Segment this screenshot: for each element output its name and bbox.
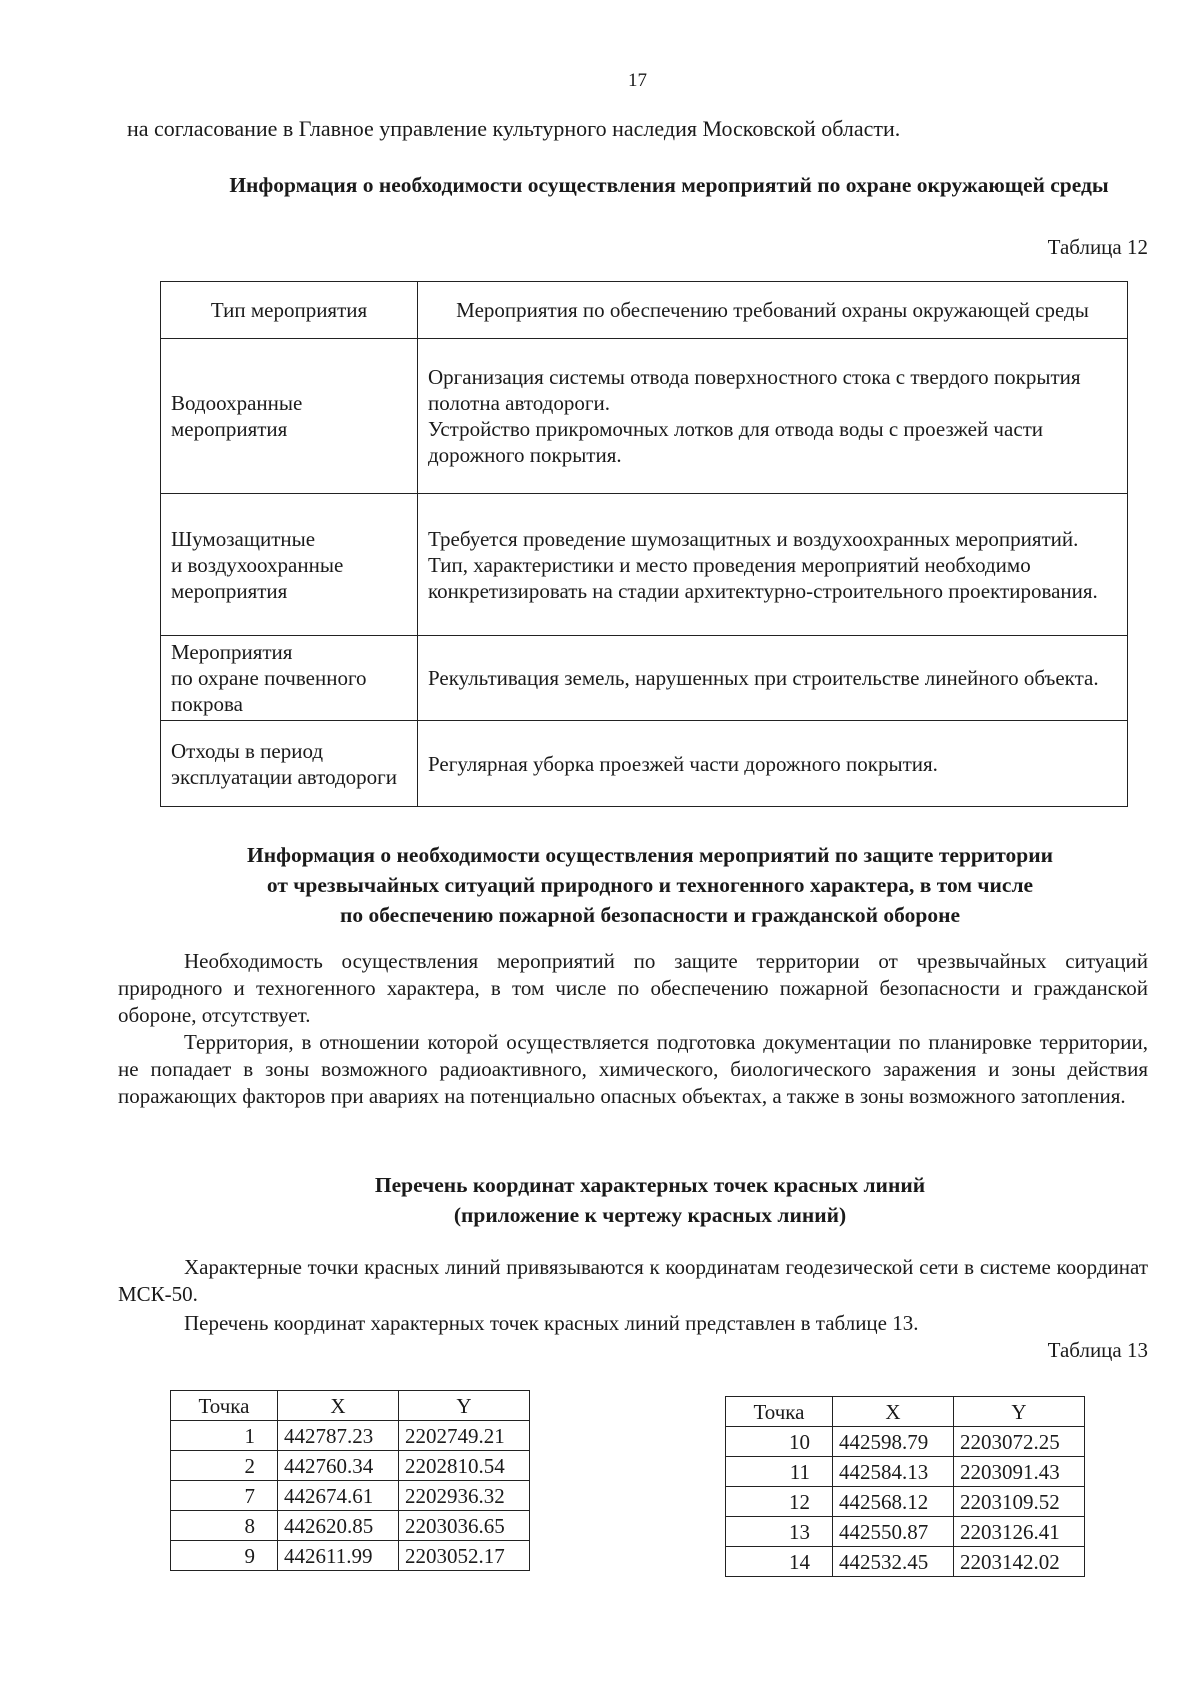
table-13-left <box>170 1390 530 1571</box>
header-point: Точка <box>171 1391 278 1421</box>
table12-header-row <box>161 282 1128 339</box>
x-cell: 442760.34 <box>278 1451 399 1481</box>
y-cell: 2203072.25 <box>954 1427 1085 1457</box>
table12-header-measures: Мероприятия по обеспечению требований охраны окружающей среды <box>418 282 1128 339</box>
page-number: 17 <box>628 70 647 91</box>
header-y: Y <box>399 1391 530 1421</box>
table12-measures-cell: Требуется проведение шумозащитных и воздухоохранных мероприятий. Тип, характеристики и место проведения мероприятий необходимо конкретизировать на стадии архитектурно-строительного проектирования. <box>418 494 1128 636</box>
point-cell: 11 <box>726 1457 833 1487</box>
x-cell: 442787.23 <box>278 1421 399 1451</box>
table-12 <box>160 281 1128 807</box>
emergency-heading: Информация о необходимости осуществления мероприятий по защите территории от чрезвычайных ситуаций природного и техногенного характера, в том числе по обеспечению пожарной безопасности и гражданской обороне <box>246 843 1054 927</box>
table-row <box>726 1517 1085 1547</box>
table13-header-row <box>171 1391 530 1421</box>
table13-header-row <box>726 1397 1085 1427</box>
y-cell: 2202749.21 <box>399 1421 530 1451</box>
env-heading: Информация о необходимости осуществления мероприятий по охране окружающей среды <box>229 173 1109 197</box>
header-point: Точка <box>726 1397 833 1427</box>
point-cell: 8 <box>171 1511 278 1541</box>
y-cell: 2203126.41 <box>954 1517 1085 1547</box>
table12-measures-cell: Регулярная уборка проезжей части дорожного покрытия. <box>418 721 1128 807</box>
y-cell: 2202936.32 <box>399 1481 530 1511</box>
table12-measures-cell: Организация системы отвода поверхностного стока с твердого покрытия полотна автодороги. Устройство прикромочных лотков для отвода воды с проезжей части дорожного покрытия. <box>418 339 1128 494</box>
x-cell: 442550.87 <box>833 1517 954 1547</box>
y-cell: 2203036.65 <box>399 1511 530 1541</box>
table-row <box>726 1427 1085 1457</box>
emergency-paragraph-1: Необходимость осуществления мероприятий по защите территории от чрезвычайных ситуаций природного и техногенного характера, в том числе по обеспечению пожарной безопасности и гражданской обороне, отсутствует. <box>118 949 1148 1027</box>
header-y: Y <box>954 1397 1085 1427</box>
table12-measures-cell: Рекультивация земель, нарушенных при строительстве линейного объекта. <box>418 636 1128 721</box>
table-row <box>171 1451 530 1481</box>
coords-paragraph-1: Характерные точки красных линий привязываются к координатам геодезической сети в системе координат МСК-50. <box>118 1255 1148 1306</box>
table12-caption: Таблица 12 <box>1047 235 1148 259</box>
table12-type-cell: Водоохранные мероприятия <box>161 339 418 494</box>
x-cell: 442568.12 <box>833 1487 954 1517</box>
x-cell: 442620.85 <box>278 1511 399 1541</box>
x-cell: 442598.79 <box>833 1427 954 1457</box>
table12-type-cell: Отходы в период эксплуатации автодороги <box>161 721 418 807</box>
x-cell: 442532.45 <box>833 1547 954 1577</box>
point-cell: 9 <box>171 1541 278 1571</box>
y-cell: 2203109.52 <box>954 1487 1085 1517</box>
table-row <box>726 1457 1085 1487</box>
table12-type-cell: Мероприятия по охране почвенного покрова <box>161 636 418 721</box>
x-cell: 442611.99 <box>278 1541 399 1571</box>
y-cell: 2203091.43 <box>954 1457 1085 1487</box>
table-row <box>726 1487 1085 1517</box>
table-row <box>161 721 1128 807</box>
table-row <box>171 1481 530 1511</box>
table-13-right <box>725 1396 1085 1577</box>
point-cell: 2 <box>171 1451 278 1481</box>
table13-caption: Таблица 13 <box>1047 1338 1148 1362</box>
table-row <box>171 1421 530 1451</box>
table-row <box>171 1541 530 1571</box>
table-row <box>726 1547 1085 1577</box>
table12-header-type: Тип мероприятия <box>161 282 418 339</box>
point-cell: 14 <box>726 1547 833 1577</box>
table-row <box>161 494 1128 636</box>
point-cell: 10 <box>726 1427 833 1457</box>
y-cell: 2203142.02 <box>954 1547 1085 1577</box>
table-row <box>161 339 1128 494</box>
header-x: X <box>833 1397 954 1427</box>
point-cell: 13 <box>726 1517 833 1547</box>
y-cell: 2202810.54 <box>399 1451 530 1481</box>
point-cell: 7 <box>171 1481 278 1511</box>
header-x: X <box>278 1391 399 1421</box>
intro-line: на согласование в Главное управление культурного наследия Московской области. <box>127 116 901 141</box>
table-row <box>161 636 1128 721</box>
y-cell: 2203052.17 <box>399 1541 530 1571</box>
point-cell: 1 <box>171 1421 278 1451</box>
table12-type-cell: Шумозащитные и воздухоохранные мероприятия <box>161 494 418 636</box>
table-row <box>171 1511 530 1541</box>
x-cell: 442584.13 <box>833 1457 954 1487</box>
coords-paragraph-2: Перечень координат характерных точек красных линий представлен в таблице 13. <box>184 1311 919 1335</box>
point-cell: 12 <box>726 1487 833 1517</box>
x-cell: 442674.61 <box>278 1481 399 1511</box>
emergency-paragraph-2: Территория, в отношении которой осуществляется подготовка документации по планировке территории, не попадает в зоны возможного радиоактивного, химического, биологического заражения и зоны действия поражающих факторов при авариях на потенциально опасных объектах, а также в зоны возможного затопления. <box>118 1030 1148 1108</box>
coords-heading: Перечень координат характерных точек красных линий (приложение к чертежу красных линий) <box>374 1173 926 1227</box>
